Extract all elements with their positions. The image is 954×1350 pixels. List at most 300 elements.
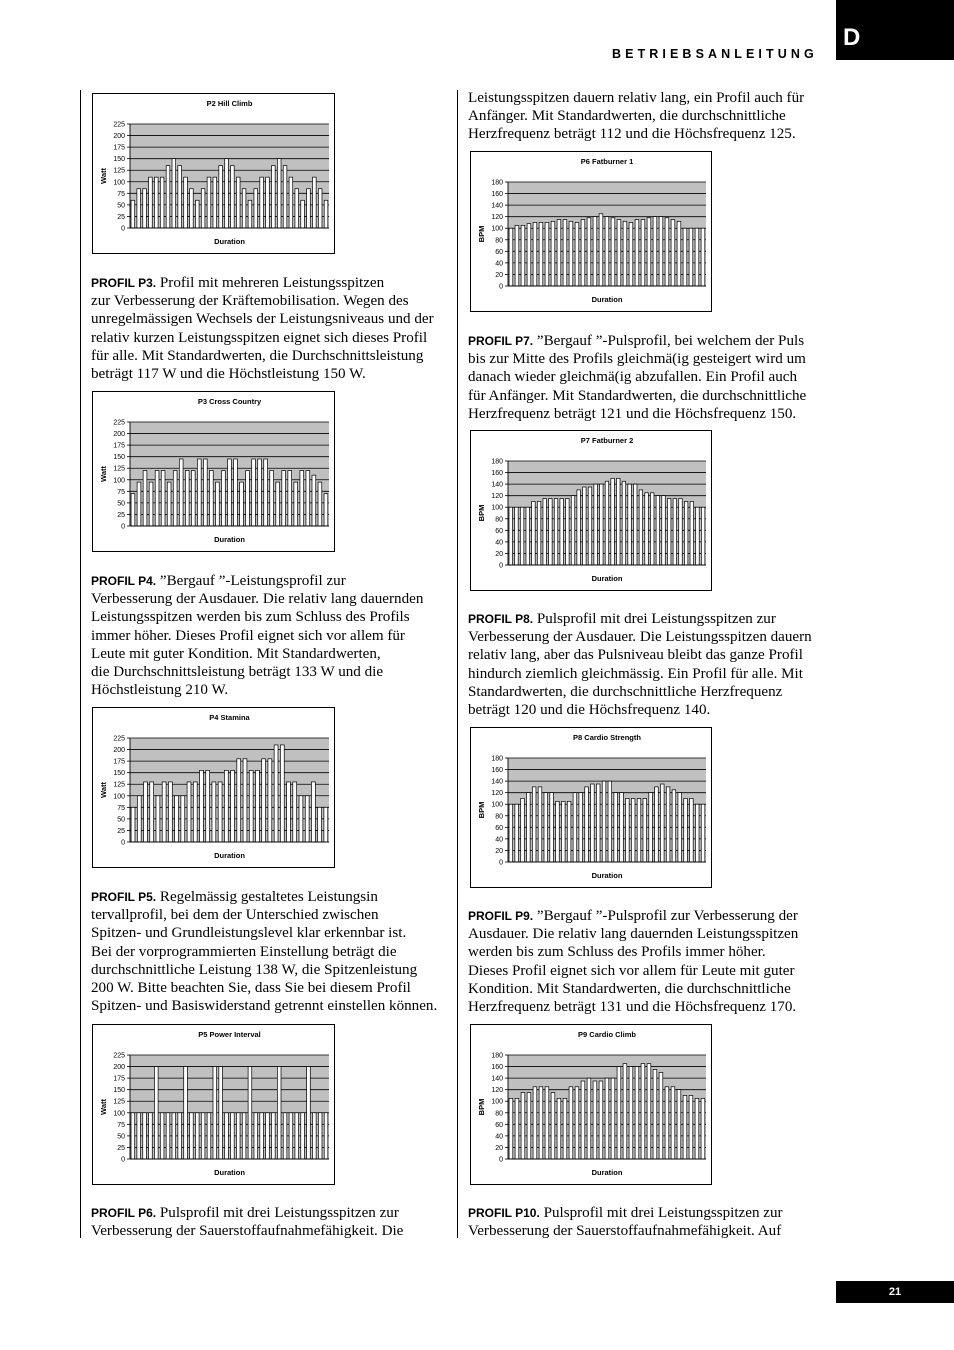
bar: [532, 787, 536, 862]
y-tick-label: 120: [491, 214, 503, 222]
bar: [629, 1067, 633, 1159]
bar: [569, 221, 573, 286]
text-line: zur Verbesserung der Kräftemobilisation. Wegen des: [91, 293, 409, 310]
profile-p9-heading: PROFIL P9.: [468, 909, 534, 923]
bar: [137, 189, 141, 228]
text-line: die Durchschnittsleistung beträgt 133 W und die: [91, 664, 384, 681]
text-line: beträgt 120 und die Höchsfrequenz 140.: [468, 702, 711, 719]
bar: [236, 1113, 240, 1159]
bar: [662, 496, 666, 565]
bar: [324, 807, 328, 842]
bar: [571, 496, 575, 565]
text-line: tervallprofil, bei dem der Unterschied zwischen: [91, 907, 379, 924]
y-tick-label: 0: [121, 225, 125, 233]
bar: [649, 793, 653, 862]
text-line: unregelmässigen Wechsels der Leistungsniveaus und der: [91, 311, 434, 328]
bar: [216, 482, 220, 526]
y-tick-label: 20: [495, 550, 503, 558]
bar: [701, 804, 705, 862]
bar: [545, 222, 549, 286]
bar: [550, 793, 554, 862]
bar: [200, 770, 204, 842]
y-axis-label: BPM: [477, 801, 486, 819]
bar: [252, 459, 256, 526]
bar: [276, 482, 280, 526]
bar: [179, 459, 183, 526]
y-tick-label: 225: [113, 121, 125, 129]
bar: [299, 796, 303, 842]
bar: [242, 189, 246, 228]
y-tick-label: 175: [113, 758, 125, 766]
bar: [312, 1113, 316, 1159]
text-line: Pulsprofil mit drei Leistungsspitzen zur: [156, 1205, 399, 1221]
bar: [293, 782, 297, 842]
y-tick-label: 140: [491, 1075, 503, 1083]
bar: [690, 798, 694, 862]
bar: [557, 220, 561, 286]
x-axis-label: Duration: [591, 1168, 623, 1177]
bar: [671, 220, 675, 286]
bar: [605, 217, 609, 286]
bar: [575, 222, 579, 286]
bar: [551, 1093, 555, 1159]
bar: [701, 228, 705, 286]
y-tick-label: 25: [117, 213, 125, 221]
bar: [324, 200, 328, 228]
bar: [283, 166, 287, 228]
profile-p3-text: [91, 274, 451, 383]
text-line: Leute mit guter Kondition. Mit Standardwerten,: [91, 645, 381, 662]
y-axis-label: BPM: [477, 1098, 486, 1116]
y-tick-label: 20: [495, 1144, 503, 1152]
bar: [653, 217, 657, 286]
bar: [187, 782, 191, 842]
bar: [596, 784, 600, 862]
bar: [264, 459, 268, 526]
y-tick-label: 80: [495, 516, 503, 524]
y-tick-label: 140: [491, 481, 503, 489]
chart-p2: [92, 93, 335, 254]
y-axis-label: Watt: [99, 168, 108, 184]
plot-area: [130, 124, 329, 228]
bar: [617, 220, 621, 286]
text-line: immer höher. Dieses Profil eignet sich vor allem für: [91, 627, 405, 644]
y-tick-label: 140: [491, 778, 503, 786]
bar: [280, 745, 284, 842]
bar: [647, 1064, 651, 1159]
bar: [318, 482, 322, 526]
bar: [521, 1093, 525, 1159]
bar: [312, 475, 316, 526]
bar: [203, 459, 207, 526]
bar: [193, 782, 197, 842]
y-tick-label: 0: [121, 523, 125, 531]
bar: [573, 793, 577, 862]
bar: [566, 499, 570, 565]
y-tick-label: 40: [495, 1133, 503, 1141]
bar: [631, 798, 635, 862]
bar: [306, 471, 310, 526]
bar: [696, 507, 700, 565]
bar: [195, 1113, 199, 1159]
bar: [324, 494, 328, 526]
bar: [532, 501, 536, 565]
y-tick-label: 60: [495, 248, 503, 256]
bar: [201, 189, 205, 228]
bar: [659, 217, 663, 286]
chart-p3: [92, 391, 335, 552]
bar: [515, 225, 519, 286]
bar: [677, 1090, 681, 1159]
bar: [168, 782, 172, 842]
y-tick-label: 175: [113, 144, 125, 152]
text-line: Höchstleistung 210 W.: [91, 682, 229, 699]
bar: [560, 499, 564, 565]
profile-p4-text: [91, 572, 451, 699]
bar: [660, 784, 664, 862]
bar: [626, 798, 630, 862]
bar: [191, 471, 195, 526]
y-tick-label: 150: [113, 770, 125, 778]
bar: [184, 1067, 188, 1159]
text-line: ”Bergauf ”-Pulsprofil zur Verbesserung der: [533, 908, 798, 924]
bar: [569, 1087, 573, 1159]
profile-p6-heading: PROFIL P6.: [91, 1206, 157, 1220]
bar: [633, 484, 637, 565]
profile-p5-text: [91, 888, 451, 1015]
bar: [137, 1113, 141, 1159]
text-line: Standardwerten, die durchschnittliche Herzfrequenz: [468, 683, 783, 700]
bar: [294, 482, 298, 526]
bar: [665, 218, 669, 286]
text-line: für Anfänger. Mit Standardwerten, die durchschnittliche: [468, 387, 807, 404]
text-line: relativ kurzen Leistungsspitzen eignet sich dieses Profil: [91, 329, 428, 346]
bar: [561, 801, 565, 862]
bar: [643, 798, 647, 862]
y-tick-label: 180: [491, 179, 503, 187]
y-axis-label: Watt: [99, 466, 108, 482]
bar: [659, 1072, 663, 1159]
bar: [225, 159, 229, 228]
y-tick-label: 175: [113, 1075, 125, 1083]
bar: [527, 224, 531, 286]
bar: [602, 781, 606, 862]
y-tick-label: 80: [495, 813, 503, 821]
bar: [593, 217, 597, 286]
bar: [255, 770, 259, 842]
bar: [143, 471, 147, 526]
bar: [301, 200, 305, 228]
bar: [581, 1081, 585, 1159]
bar: [254, 189, 258, 228]
bar: [641, 220, 645, 286]
bar: [695, 228, 699, 286]
bar: [647, 218, 651, 286]
chart-p6: [470, 151, 712, 312]
bar: [520, 507, 524, 565]
bar: [521, 225, 525, 286]
plot-area: [508, 758, 706, 862]
y-tick-label: 40: [495, 260, 503, 268]
bar: [521, 798, 525, 862]
y-tick-label: 40: [495, 836, 503, 844]
bar: [209, 471, 213, 526]
text-line: Kondition. Mit Standardwerten, die durchschnittliche: [468, 980, 791, 997]
bar: [575, 1087, 579, 1159]
chart-title: P5 Power Interval: [198, 1030, 261, 1039]
bar: [172, 159, 176, 228]
bar: [295, 1113, 299, 1159]
bar: [557, 1098, 561, 1159]
bar: [213, 177, 217, 228]
bar: [622, 481, 626, 565]
y-tick-label: 0: [121, 839, 125, 847]
y-tick-label: 225: [113, 735, 125, 743]
bar: [178, 166, 182, 228]
profile-p8-text: [468, 610, 828, 719]
chart-title: P8 Cardio Strength: [573, 733, 641, 742]
bar: [282, 471, 286, 526]
bar: [543, 499, 547, 565]
bar: [228, 459, 232, 526]
bar: [653, 1069, 657, 1159]
bar: [181, 796, 185, 842]
bar: [628, 484, 632, 565]
bar: [260, 1113, 264, 1159]
y-tick-label: 60: [495, 824, 503, 832]
y-tick-label: 120: [491, 493, 503, 501]
bar: [579, 793, 583, 862]
bar: [611, 218, 615, 286]
y-tick-label: 225: [113, 419, 125, 427]
bar: [190, 189, 194, 228]
bar: [149, 177, 153, 228]
chart-p7: [470, 430, 712, 591]
bar: [288, 471, 292, 526]
bar: [274, 745, 278, 842]
bar: [258, 459, 262, 526]
text-line: Spitzen- und Basiswiderstand getrennt einstellen können.: [91, 998, 438, 1015]
bar: [160, 177, 164, 228]
y-tick-label: 75: [117, 804, 125, 812]
bar: [611, 478, 615, 565]
bar: [526, 507, 530, 565]
bar: [509, 228, 513, 286]
bar: [701, 507, 705, 565]
bar: [277, 1067, 281, 1159]
chart-title: P4 Stamina: [209, 713, 250, 722]
bar: [655, 787, 659, 862]
bar: [623, 1064, 627, 1159]
y-tick-label: 50: [117, 816, 125, 824]
bar: [656, 496, 660, 565]
y-tick-label: 150: [113, 454, 125, 462]
y-axis-label: BPM: [477, 225, 486, 243]
y-tick-label: 20: [495, 271, 503, 279]
bar: [324, 1113, 328, 1159]
language-tab: D: [836, 0, 954, 60]
bar: [137, 482, 141, 526]
bar: [149, 1113, 153, 1159]
profile-p6-text: [91, 1204, 451, 1240]
text-line: Pulsprofil mit drei Leistungsspitzen zur: [533, 611, 776, 627]
bar: [577, 490, 581, 565]
bar: [591, 784, 595, 862]
bar: [237, 759, 241, 842]
bar: [172, 1113, 176, 1159]
bar: [695, 804, 699, 862]
bar: [641, 1064, 645, 1159]
y-tick-label: 125: [113, 781, 125, 789]
bar: [689, 228, 693, 286]
bar: [262, 759, 266, 842]
y-tick-label: 100: [113, 477, 125, 485]
y-tick-label: 60: [495, 527, 503, 535]
bar: [689, 1095, 693, 1159]
bar: [131, 807, 135, 842]
bar: [581, 220, 585, 286]
y-tick-label: 140: [491, 202, 503, 210]
y-tick-label: 200: [113, 133, 125, 141]
bar: [509, 1098, 513, 1159]
y-tick-label: 200: [113, 431, 125, 439]
bar: [242, 1113, 246, 1159]
bar: [201, 1113, 205, 1159]
bar: [207, 177, 211, 228]
page-number: 21: [836, 1281, 954, 1303]
profile-p5-heading: PROFIL P5.: [91, 890, 157, 904]
bar: [645, 493, 649, 565]
y-tick-label: 0: [499, 1156, 503, 1164]
bar: [537, 501, 541, 565]
text-line: Spitzen- und Grundleistungslevel klar erkennbar ist.: [91, 925, 407, 942]
bar: [650, 493, 654, 565]
text-line: durchschnittliche Leistung 138 W, die Spitzenleistung: [91, 961, 418, 978]
bar: [173, 471, 177, 526]
center-column-rule: [457, 90, 458, 1238]
x-axis-label: Duration: [591, 295, 623, 304]
y-tick-label: 60: [495, 1121, 503, 1129]
text-line: relativ lang, aber das Pulsniveau bleibt das ganze Profil: [468, 647, 803, 664]
chart-title: P2 Hill Climb: [206, 99, 253, 108]
text-line: Dieses Profil eignet sich vor allem für Leute mit guter: [468, 962, 795, 979]
chart-p5: [92, 1024, 335, 1185]
bar: [166, 1113, 170, 1159]
bar: [544, 793, 548, 862]
bar: [131, 494, 135, 526]
bar: [161, 471, 165, 526]
bar: [266, 177, 270, 228]
bar: [629, 222, 633, 286]
text-line: Verbesserung der Sauerstoffaufnahmefähigkeit. Die: [91, 1223, 404, 1240]
text-line: Leistungsspitzen dauern relativ lang, ein Profil auch für: [468, 90, 805, 106]
y-tick-label: 180: [491, 1052, 503, 1060]
y-tick-label: 200: [113, 747, 125, 755]
bar: [690, 501, 694, 565]
y-tick-label: 175: [113, 442, 125, 450]
profile-p6-continuation: [468, 89, 828, 144]
text-line: Ausdauer. Die relativ lang dauernden Leistungsspitzen: [468, 926, 799, 943]
x-axis-label: Duration: [214, 1168, 245, 1177]
bar: [527, 793, 531, 862]
y-tick-label: 100: [491, 504, 503, 512]
bar: [207, 1113, 211, 1159]
y-tick-label: 160: [491, 767, 503, 775]
text-line: Leistungsspitzen werden bis zum Schluss des Profils: [91, 609, 410, 626]
bar: [206, 770, 210, 842]
bar: [277, 159, 281, 228]
bar: [637, 798, 641, 862]
bar: [635, 220, 639, 286]
bar: [312, 177, 316, 228]
bar: [509, 507, 513, 565]
chart-title: P6 Fatburner 1: [580, 157, 634, 166]
bar: [166, 166, 170, 228]
bar: [143, 189, 147, 228]
profile-p7-heading: PROFIL P7.: [468, 334, 534, 348]
bar: [567, 801, 571, 862]
bar: [246, 471, 250, 526]
bar: [583, 487, 587, 565]
bar: [611, 1078, 615, 1159]
bar: [248, 1067, 252, 1159]
bar: [155, 471, 159, 526]
bar: [671, 1087, 675, 1159]
bar: [311, 782, 315, 842]
bar: [260, 177, 264, 228]
bar: [175, 796, 179, 842]
bar: [585, 787, 589, 862]
bar: [167, 482, 171, 526]
bar: [162, 782, 166, 842]
header-title: BETRIEBSANLEITUNG: [612, 47, 818, 61]
y-tick-label: 160: [491, 1064, 503, 1072]
bar: [160, 1113, 164, 1159]
bar: [300, 471, 304, 526]
text-line: Anfänger. Mit Standardwerten, die durchschnittliche: [468, 108, 786, 125]
y-tick-label: 120: [491, 1087, 503, 1095]
text-line: Profil mit mehreren Leistungsspitzen: [156, 275, 385, 291]
y-tick-label: 25: [117, 1144, 125, 1152]
bar: [190, 1113, 194, 1159]
bar: [212, 782, 216, 842]
chart-title: P3 Cross Country: [197, 397, 262, 406]
profile-p10-heading: PROFIL P10.: [468, 1206, 540, 1220]
y-tick-label: 180: [491, 458, 503, 466]
bar: [695, 1098, 699, 1159]
profile-p4-heading: PROFIL P4.: [91, 574, 157, 588]
y-tick-label: 100: [113, 1110, 125, 1118]
y-tick-label: 150: [113, 156, 125, 164]
bar: [307, 1067, 311, 1159]
x-axis-label: Duration: [591, 574, 623, 583]
y-tick-label: 125: [113, 465, 125, 473]
bar: [617, 1067, 621, 1159]
chart-title: P7 Fatburner 2: [580, 436, 634, 445]
text-line: Verbesserung der Ausdauer. Die relativ lang dauernden: [91, 591, 424, 608]
bar: [539, 222, 543, 286]
bar: [224, 770, 228, 842]
chart-p8: [470, 727, 712, 888]
bar: [678, 793, 682, 862]
bar: [131, 1113, 135, 1159]
bar: [677, 221, 681, 286]
y-tick-label: 80: [495, 237, 503, 245]
bar: [249, 770, 253, 842]
bar: [515, 507, 519, 565]
y-tick-label: 100: [113, 793, 125, 801]
bar: [307, 189, 311, 228]
